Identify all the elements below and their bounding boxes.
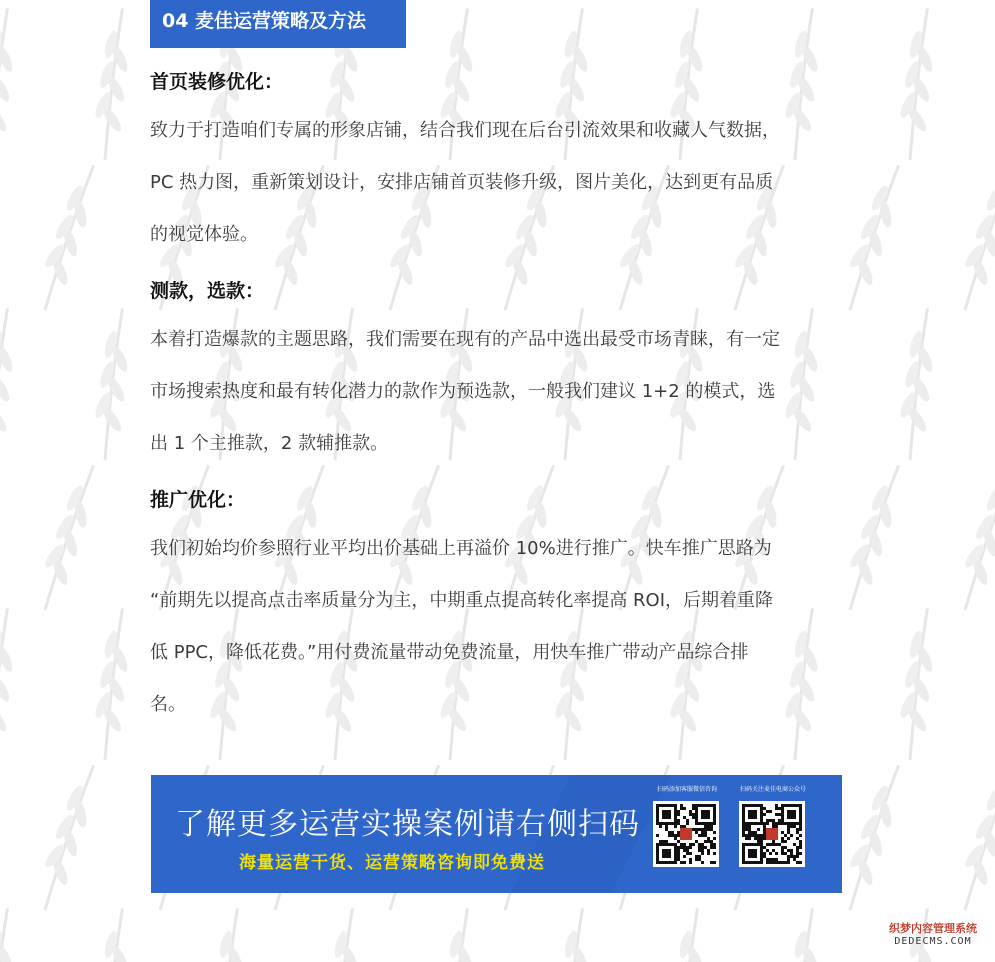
paragraph-promotion [150,523,850,731]
paragraph-homepage-decoration [150,105,850,261]
paragraph-line: 致力于打造咱们专属的形象店铺，结合我们现在后台引流效果和收藏人气数据， [150,120,780,141]
qr-caption: 扫码添加客服微信咨询 [656,786,717,793]
paragraph-line: PC 热力图，重新策划设计，安排店铺首页装修升级，图片美化，达到更有品质 [150,172,774,193]
qr-code-icon[interactable] [653,801,719,867]
site-watermark [878,922,988,948]
paragraph-line: “前期先以提高点击率质量分为主，中期重点提高转化率提高 ROI，后期着重降 [150,590,774,611]
qr-block-service [647,785,727,867]
qr-block-official-account [733,785,813,867]
qr-caption: 扫码关注麦佳电商公众号 [739,786,806,793]
paragraph-line: 市场搜索热度和最有转化潜力的款作为预选款，一般我们建议 1+2 的模式，选 [150,381,776,402]
paragraph-line: 本着打造爆款的主题思路，我们需要在现有的产品中选出最受市场青睐，有一定 [150,329,780,350]
paragraph-line: 的视觉体验。 [150,224,258,245]
scan-qr-banner [151,775,842,893]
paragraph-line: 我们初始均价参照行业平均出价基础上再溢价 10%进行推广。快车推广思路为 [150,538,772,559]
watermark-en: DEDECMS.COM [894,936,972,947]
paragraph-line: 名。 [150,694,186,715]
paragraph-line: 低 PPC，降低花费。”用付费流量带动免费流量，用快车推广带动产品综合排 [150,642,749,663]
heading-test-select: 测款，选款： [150,280,265,302]
heading-promotion: 推广优化： [150,489,246,511]
paragraph-line: 出 1 个主推款，2 款辅推款。 [150,433,389,454]
watermark-cn: 织梦内容管理系统 [889,922,977,935]
banner-sub-text: 海量运营干货、运营策略咨询即免费送 [239,853,545,873]
heading-homepage-decoration: 首页装修优化： [150,71,284,93]
section-title: 04 麦佳运营策略及方法 [150,0,406,48]
banner-main-text: 了解更多运营实操案例请右侧扫码 [175,807,640,842]
qr-code-icon[interactable] [739,801,805,867]
paragraph-test-select [150,314,850,470]
